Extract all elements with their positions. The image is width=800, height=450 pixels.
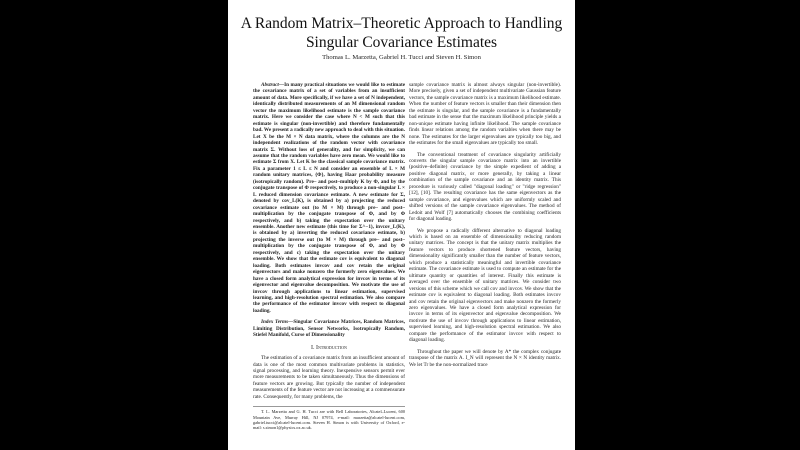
index-terms-label: Index Terms <box>261 319 289 326</box>
right-paragraph-2: The conventional treatment of covariance singularity artificially converts the singular sample covariance matrix into an invertible (positive–definite) covariance by the simple expedient of adding a positive diagonal matrix, or more generally, by taking a linear combination of the sample covariance and an identity matrix. This procedure is variously called "diagonal loading" or "ridge regression" [12], [10]. The resulting covariance has the same eigenvectors as the sample covariance, and eigenvalues which are uniformly scaled and shifted versions of the sample covariance eigenvalues. The method of Ledoit and Wolf [7] automatically chooses the combining coefficients for diagonal loading. <box>409 151 561 223</box>
title-line-1: A Random Matrix–Theoretic Approach to Handling <box>240 15 563 32</box>
footnote: T. L. Marzetta and G. H. Tucci are with Bell Laboratories, Alcatel–Lucent, 600 Mountain Ave, Murray Hill, NJ 07974, e-mail: marzetta@alcatel-lucent.com, gabriel.tucci@alcatel-lucent.com. Steven H. Simon is with University of Oxford, e-mail: s.simon1@physics.ox.ac.uk. <box>253 406 405 430</box>
abstract-text: —In many practical situations we would like to estimate the covariance matrix of a set of variables from an insufficient amount of data. More specifically, if we have a set of N independent, identically distributed measurements of an M dimensional random vector the maximum likelihood estimate is the sample covariance matrix. Here we consider the case where N < M such that this estimate is singular (non-invertible) and therefore fundamentally bad. We present a radically new approach to deal with this situation. Let X be the M × N data matrix, where the columns are the N independent realizations of the random vector with covariance matrix Σ. Without loss of generality, and for simplicity, we can assume that the random variables have zero mean. We would like to estimate Σ from X. Let K be the classical sample covariance matrix. Fix a parameter 1 ≤ L ≤ N and consider an ensemble of L × M random unitary matrices, {Φ}, having Haar probability measure (isotropically random). Pre– and post–multiply K by Φ, and by the conjugate transpose of Φ respectively, to produce a non-singular L × L reduced dimension covariance estimate. A new estimate for Σ, denoted by cov_L(K), is obtained by a) projecting the reduced covariance estimate out (to M × M) through pre– and post–multiplication by the conjugate transpose of Φ, and by Φ respectively, and b) taking the expectation over the unitary ensemble. Another new estimate (this time for Σ^−1), invcov_L(K), is obtained by a) inverting the reduced covariance estimate, b) projecting the inverse out (to M × M) through pre– and post–multiplication by the conjugate transpose of Φ, and by Φ respectively, and c) taking the expectation over the unitary ensemble. We show that the estimate cov is equivalent to diagonal loading. Both estimates invcov and cov retain the original eigenvectors and make nonzero the formerly zero eigenvalues. We have a closed form analytical expression for invcov in terms of its eigenvector and eigenvalue decomposition. We motivate the use of invcov through applications to linear estimation, supervised learning, and high-resolution spectral estimation. We also compare the performance of the estimator invcov with respect to diagonal loading. <box>253 82 405 314</box>
abstract <box>253 82 405 314</box>
right-paragraph-3: We propose a radically different alternative to diagonal loading which is based on an ensemble of dimensionality reducing random unitary matrices. The concept is that the unitary matrix multiplies the feature vectors to produce shortened feature vectors, having dimensionality significantly smaller than the number of feature vectors, which produce a statistically meaningful and invertible covariance estimate. The covariance estimate is used to compute an estimate for the ultimate quantity or quantities of interest. Finally this estimate is averaged over the ensemble of unitary matrices. We consider two versions of this scheme which we call cov and invcov. We show that the estimate cov is equivalent to diagonal loading. Both estimates invcov and cov retain the original eigenvectors and make nonzero the formerly zero eigenvalues. We have a closed form analytical expression for invcov in terms of its eigenvector and eigenvalue decomposition. We motivate the use of invcov through applications to linear estimation, supervised learning, and high-resolution spectral estimation. We also compare the performance of the estimator invcov with respect to diagonal loading. <box>409 227 561 344</box>
title-line-2: Singular Covariance Estimates <box>305 34 498 51</box>
right-column <box>409 82 561 373</box>
authors: Thomas L. Marzetta, Gabriel H. Tucci and Steven H. Simon <box>322 54 481 61</box>
index-terms <box>253 319 405 338</box>
paper-page <box>228 0 575 450</box>
paper-title <box>228 14 575 52</box>
section-heading: I. Introduction <box>311 344 347 351</box>
index-terms-text: —Singular Covariance Matrices, Random Matrices, Limiting Distribution, Sensor Networks, Isotropically Random, Stiefel Manifold, Curse of Dimensionality <box>253 319 406 339</box>
intro-paragraph-1: The estimation of a covariance matrix from an insufficient amount of data is one of the most common multivariate problems in statistics, signal processing, and learning theory. Inexpensive sensors permit ever more measurements to be taken simultaneously. Thus the dimensions of feature vectors are growing. But typically the number of independent measurements of the feature vector are not increasing at a commensurate rate. Consequently, for many problems, the <box>253 355 405 400</box>
left-column <box>253 82 405 430</box>
right-paragraph-4: Throughout the paper we will denote by A* the complex conjugate transpose of the matrix A. I_N will represent the N × N identity matrix. We let Tr be the non-normalized trace <box>409 348 561 368</box>
right-paragraph-1: sample covariance matrix is almost always singular (non-invertible). More precisely, given a set of independent multivariate Gaussian feature vectors, the sample covariance matrix is a maximum likelihood estimate. When the number of feature vectors is smaller than their dimension then the estimate is singular, and the sample covariance is a fundamentally bad estimate in the sense that the maximum likelihood principle yields a non-unique estimate having infinite likelihood. The sample covariance finds linear relations among the random variables when there may be none. The estimates for the larger eigenvalues are typically too big, and the estimates for the small eigenvalues are typically too small. <box>409 82 561 147</box>
abstract-label: Abstract <box>261 82 279 88</box>
